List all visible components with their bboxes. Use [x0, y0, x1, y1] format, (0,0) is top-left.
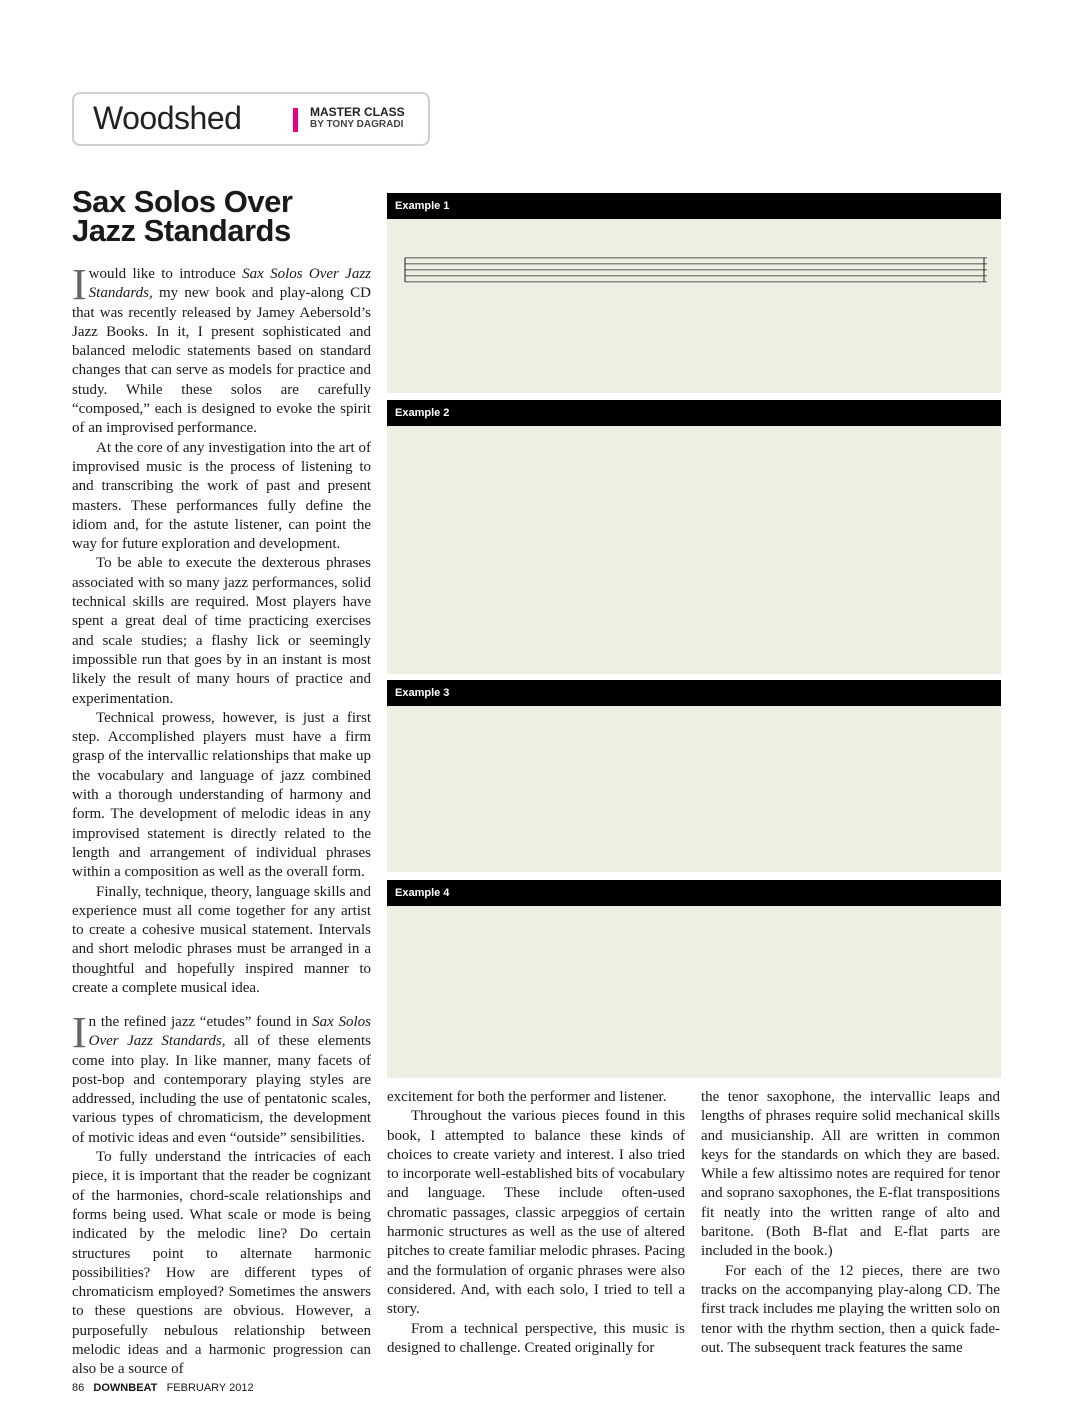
article-title	[72, 184, 372, 248]
title-line-2: Jazz Standards	[72, 213, 291, 248]
paragraph-11: the tenor saxophone, the intervallic leaps and lengths of phrases require solid mechanical skills and musicianship. All are written in common keys for the standards on which they are based. While a few altissimo notes are required for tenor and soprano saxophones, the E-flat transpositions fit neatly into the written range of alto and baritone. (Both B-flat and E-flat parts are included in the book.)	[701, 1089, 1000, 1260]
dropcap: I	[72, 1008, 87, 1057]
middle-column	[387, 1088, 685, 1358]
staff-notation	[387, 219, 1001, 393]
example-2-notation	[387, 426, 1001, 674]
paragraph-6: In the refined jazz “etudes” found in Sax Solos Over Jazz Standards, all of these elements come into play. In like manner, many facets of post-bop and contemporary playing styles are addressed, including the use of pentatonic scales, various types of chromaticism, the development of motivic ideas and even “outside” sensibilities.	[72, 1008, 371, 1146]
example-2-label: Example 2	[387, 400, 1001, 426]
left-column-bottom	[72, 1008, 371, 1380]
example-1-notation	[387, 219, 1001, 393]
section-kicker: MASTER CLASS	[310, 105, 405, 119]
paragraph-9: Throughout the various pieces found in this book, I attempted to balance these kinds of choices to create variety and interest. I also tried to incorporate well-established bits of vocabulary and language. These include often-used chromatic passages, classic arpeggios of certain harmonic structures as well as the use of altered pitches to create familiar melodic phrases. Pacing and the formulation of organic phrases were also considered. And, with each solo, I tried to tell a story.	[387, 1108, 685, 1318]
paragraph-7: To fully understand the intricacies of each piece, it is important that the reader be cognizant of the harmonies, chord-scale relationships and forms being used. What scale or mode is being indicated by the melodic line? Do certain structures point to alternate harmonic possibilities? How are different types of chromaticism employed? Sometimes the answers to these questions are obvious. However, a purposefully nebulous relationship between melodic ideas and a harmonic progression can also be a source of	[72, 1149, 371, 1378]
example-1-label: Example 1	[387, 193, 1001, 219]
section-divider	[293, 108, 298, 132]
paragraph-4: Technical prowess, however, is just a first step. Accomplished players must have a firm grasp of the intervallic relationships that make up the vocabulary and language of jazz combined with a thorough understanding of harmony and form. The development of melodic ideas in any improvised statement is directly related to the length and arrangement of individual phrases within a composition as well as the overall form.	[72, 709, 371, 881]
paragraph-10: From a technical perspective, this music is designed to challenge. Created originally for	[387, 1320, 685, 1356]
page-folio	[72, 1382, 254, 1394]
author-byline: BY TONY DAGRADI	[310, 119, 404, 130]
example-3-label: Example 3	[387, 680, 1001, 706]
paragraph-8: excitement for both the performer and listener.	[387, 1089, 667, 1105]
staff-system	[405, 258, 987, 282]
section-header	[72, 92, 430, 146]
example-3-notation	[387, 706, 1001, 872]
title-line-1: Sax Solos Over	[72, 184, 293, 219]
paragraph-1: Iwould like to introduce Sax Solos Over Jazz Standards, my new book and play-along CD that was recently released by Jamey Aebersold’s Jazz Books. In it, I present sophisticated and balanced melodic statements based on standard changes that can serve as models for practice and study. While these solos are carefully “composed,” each is designed to evoke the spirit of an improvised performance.	[72, 260, 371, 437]
paragraph-5: Finally, technique, theory, language skills and experience must all come together for any artist to create a cohesive musical statement. Intervals and short melodic phrases must be arranged in a thoughtful and hopefully inspired manner to create a complete musical idea.	[72, 883, 371, 996]
issue-date: FEBRUARY 2012	[166, 1382, 254, 1394]
paragraph-2: At the core of any investigation into the art of improvised music is the process of listening to and transcribing the work of past and present masters. These performances fully define the idiom and, for the astute listener, can point the way for future exploration and development.	[72, 439, 371, 553]
dropcap: I	[72, 260, 87, 309]
page-number: 86	[72, 1382, 85, 1394]
paragraph-3: To be able to execute the dexterous phrases associated with so many jazz performances, solid technical skills are required. Most players have spent a great deal of time practicing exercises and scale studies; a flashy lick or seemingly impossible run that goes by in an instant is most likely the result of many hours of practice and experimentation.	[72, 555, 371, 707]
right-column	[701, 1088, 1000, 1358]
magazine-name: DOWNBEAT	[93, 1382, 158, 1394]
example-4-label: Example 4	[387, 880, 1001, 906]
left-column-top	[72, 260, 371, 998]
section-name: Woodshed	[93, 100, 242, 136]
example-4-notation	[387, 906, 1001, 1078]
paragraph-12: For each of the 12 pieces, there are two tracks on the accompanying play-along CD. The first track includes me playing the written solo on tenor with the rhythm section, then a quick fade-out. The subsequent track features the same	[701, 1262, 1000, 1356]
